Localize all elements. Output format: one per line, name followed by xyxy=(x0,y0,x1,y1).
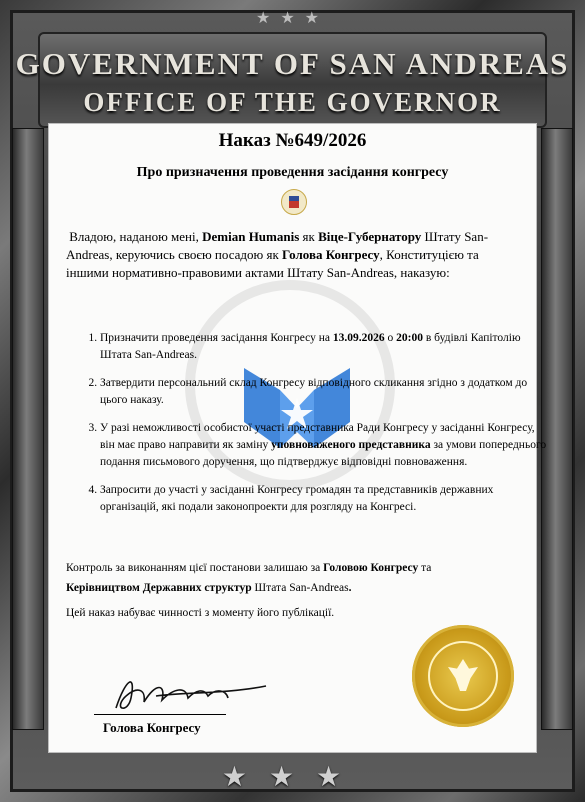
meeting-date: 13.09.2026 xyxy=(332,332,385,344)
control-paragraph xyxy=(66,558,518,598)
bottom-stars: ★★★ xyxy=(221,762,364,793)
control-text: . xyxy=(348,582,352,594)
intro-text: як xyxy=(299,229,319,244)
intro-paragraph xyxy=(66,228,506,282)
signature-icon xyxy=(96,668,276,718)
item-emphasis: уповноваженого представника xyxy=(271,439,431,451)
control-text: та xyxy=(418,562,432,574)
author-position: Голова Конгресу xyxy=(282,247,380,262)
item-text: У разі неможливості особистої участі представника Ради Конгресу у засіданні Конгресу, він має право направити як заміну xyxy=(100,422,535,451)
control-text: Штата San-Andreas xyxy=(251,582,349,594)
control-emphasis: Керівництвом Державних структур xyxy=(66,582,252,594)
item-text: Запросити до участі у засіданні Конгресу громадян та представників державних організацій, які подали законопроекти для розгляду на Конгресі. xyxy=(100,484,494,513)
order-items-list xyxy=(66,330,552,527)
list-item xyxy=(100,482,552,516)
governor-seal-icon xyxy=(412,625,514,727)
document-title: Наказ №649/2026 xyxy=(218,130,367,151)
author-role: Віце-Губернатору xyxy=(318,229,422,244)
header-government-title: GOVERNMENT OF SAN ANDREAS xyxy=(15,46,570,81)
signature-label: Голова Конгресу xyxy=(103,720,201,735)
header-office-title: OFFICE OF THE GOVERNOR xyxy=(83,87,502,117)
left-pillar xyxy=(12,128,44,730)
effect-paragraph: Цей наказ набуває чинності з моменту його публікації. xyxy=(66,607,335,619)
list-item xyxy=(100,330,552,364)
list-item xyxy=(100,375,552,409)
list-item xyxy=(100,420,552,471)
control-emphasis: Головою Конгресу xyxy=(323,562,419,574)
top-stars: ★★★ xyxy=(255,10,330,27)
author-name: Demian Humanis xyxy=(202,229,300,244)
meeting-time: 20:00 xyxy=(396,332,423,344)
intro-text: Штату San-Andreas, керуючись своєю посадою як xyxy=(66,229,489,262)
item-text: Призначити проведення засідання Конгресу на xyxy=(100,332,333,344)
document-subtitle: Про призначення проведення засідання конгресу xyxy=(136,165,449,180)
item-text: в будівлі Капітолію Штата San-Andreas. xyxy=(100,332,521,361)
control-text: Контроль за виконанням цієї постанови залишаю за xyxy=(66,562,324,574)
intro-text: Владою, наданою мені, xyxy=(69,229,203,244)
signature-line xyxy=(94,714,226,715)
item-text: Затвердити персональний склад Конгресу відповідного скликання згідно з додатком до цього наказу. xyxy=(100,377,528,406)
item-text: за умови попереднього подання письмового доручення, що підтверджує відповідні повноваження. xyxy=(100,439,547,468)
item-text: о xyxy=(384,332,397,344)
intro-text: , Конституцією та іншими нормативно-правовими актами Штату San-Andreas, наказую: xyxy=(66,247,479,280)
eagle-emblem-icon xyxy=(281,189,307,215)
